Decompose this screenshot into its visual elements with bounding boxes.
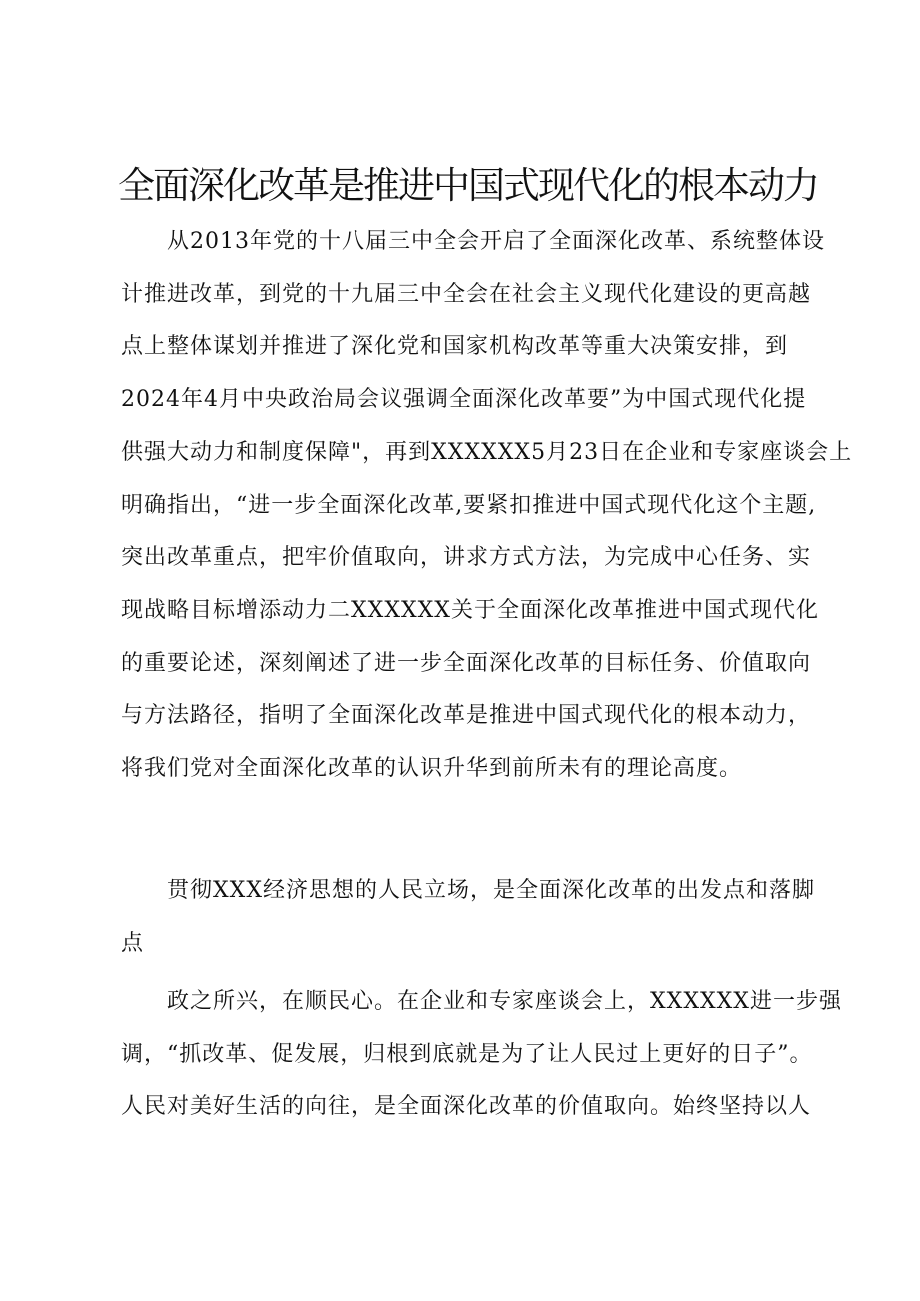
paragraph-line: 贯彻XXX经济思想的人民立场，是全面深化改革的出发点和落脚	[167, 878, 815, 903]
document-title: 全面深化改革是推进中国式现代化的根本动力	[118, 164, 818, 207]
paragraph-line: 从2013年党的十八届三中全会开启了全面深化改革、系统整体设	[167, 229, 825, 254]
paragraph-3	[121, 976, 842, 1134]
paragraph-line: 突出改革重点，把牢价值取向，讲求方式方法，为完成中心任务、实	[121, 545, 812, 571]
paragraph-line: 供强大动力和制度保障"，再到XXXXXX5月23日在企业和专家座谈会上	[121, 439, 853, 465]
paragraph-line: 现战略目标增添动力二XXXXXX关于全面深化改革推进中国式现代化	[121, 597, 819, 623]
paragraph-line: 点	[121, 930, 145, 956]
paragraph-line: 与方法路径，指明了全面深化改革是推进中国式现代化的根本动力，	[121, 703, 812, 729]
paragraph-1	[121, 216, 853, 796]
paragraph-line: 计推进改革，到党的十九届三中全会在社会主义现代化建设的更高越	[121, 281, 812, 307]
paragraph-line: 人民对美好生活的向往，是全面深化改革的价值取向。始终坚持以人	[121, 1094, 812, 1120]
paragraph-line: 的重要论述，深刻阐述了进一步全面深化改革的目标任务、价值取向	[121, 650, 812, 676]
paragraph-line: 调，“抓改革、促发展，归根到底就是为了让人民过上更好的日子”。	[121, 1041, 813, 1067]
paragraph-2-section-heading	[121, 865, 821, 970]
paragraph-line: 将我们党对全面深化改革的认识升华到前所未有的理论高度。	[121, 756, 743, 782]
paragraph-line: 政之所兴，在顺民心。在企业和专家座谈会上，XXXXXX进一步强	[167, 989, 842, 1014]
paragraph-line: 2024年4月中央政治局会议强调全面深化改革要”为中国式现代化提	[121, 387, 807, 413]
paragraph-line: 点上整体谋划并推进了深化党和国家机构改革等重大决策安排，到	[121, 334, 789, 360]
paragraph-line: 明确指出，“进一步全面深化改革,要紧扣推进中国式现代化这个主题,	[121, 492, 817, 518]
